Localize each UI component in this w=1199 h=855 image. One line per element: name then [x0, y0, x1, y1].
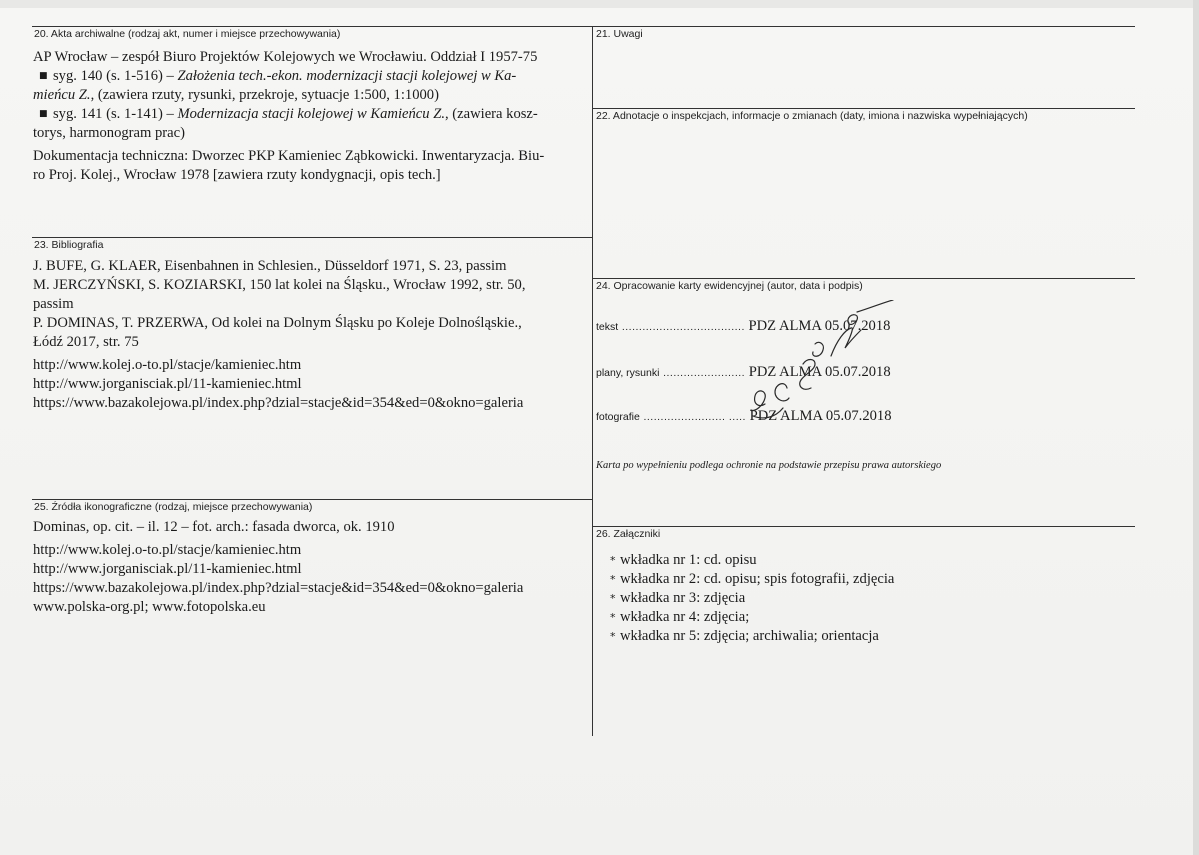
attachment-label: wkładka nr 1: cd. opisu [620, 552, 757, 568]
section-20-content [33, 48, 588, 185]
archive-item-2-cont: torys, harmonogram prac) [33, 125, 185, 141]
center-divider [592, 26, 593, 736]
asterisk-bullet-icon: * [610, 554, 616, 567]
scan-edge-top [0, 0, 1199, 8]
rule-22-24 [592, 278, 1135, 279]
biblio-line: P. DOMINAS, T. PRZERWA, Od kolei na Dolnym Śląsku po Koleje Dolnośląskie., [33, 315, 522, 331]
archive-item-2 [33, 105, 588, 124]
archive-item-1 [33, 67, 588, 86]
top-rule [32, 26, 1135, 27]
section-24-label: 24. Opracowanie karty ewidencyjnej (autor, data i podpis) [596, 280, 863, 292]
icono-link: http://www.kolej.o-to.pl/stacje/kamieniec.htm [33, 542, 302, 558]
biblio-line: M. JERCZYŃSKI, S. KOZIARSKI, 150 lat kolei na Śląsku., Wrocław 1992, str. 50, [33, 277, 526, 293]
attachment-label: wkładka nr 4: zdjęcia; [620, 609, 750, 625]
scan-edge-right [1193, 0, 1199, 855]
asterisk-bullet-icon: * [610, 592, 616, 605]
biblio-line: Łódź 2017, str. 75 [33, 334, 139, 350]
author-row-key: fotografie [596, 411, 640, 423]
author-row-dots: ........................ ..... [643, 411, 746, 423]
biblio-line: passim [33, 296, 74, 312]
archive-item-1-desc: , (zawiera rzuty, rysunki, przekroje, sytuacje 1:500, 1:1000) [90, 87, 439, 103]
author-row-value: PDZ ALMA 05.07.2018 [749, 408, 892, 424]
asterisk-bullet-icon: * [610, 573, 616, 586]
attachment-label: wkładka nr 3: zdjęcia [620, 590, 746, 606]
section-26-label: 26. Załączniki [596, 528, 661, 540]
bullet-square-icon: ■ [39, 109, 48, 119]
biblio-line: J. BUFE, G. KLAER, Eisenbahnen in Schlesien., Düsseldorf 1971, S. 23, passim [33, 258, 507, 274]
section-20-label: 20. Akta archiwalne (rodzaj akt, numer i miejsce przechowywania) [34, 28, 341, 40]
archive-item-2-desc: , (zawiera kosz- [444, 106, 538, 122]
attachment-label: wkładka nr 5: zdjęcia; archiwalia; orientacja [620, 628, 879, 644]
author-row-value: PDZ ALMA 05.07.2018 [748, 318, 891, 334]
section-22-label: 22. Adnotacje o inspekcjach, informacje o zmianach (daty, imiona i nazwiska wypełniających) [596, 110, 1028, 122]
tech-doc-line-1: Dokumentacja techniczna: Dworzec PKP Kamieniec Ząbkowicki. Inwentaryzacja. Biu- [33, 148, 545, 164]
rule-24-26 [592, 526, 1135, 527]
archive-item-1-sig: syg. 140 (s. 1-516) – [53, 68, 178, 84]
attachment-item [600, 551, 1130, 570]
archive-item-2-sig: syg. 141 (s. 1-141) – [53, 106, 178, 122]
icono-link: www.polska-org.pl; www.fotopolska.eu [33, 599, 266, 615]
author-row-dots: ........................ [663, 367, 746, 379]
author-row-key: tekst [596, 321, 619, 333]
attachment-item [600, 608, 1130, 627]
archive-item-1-title: Założenia tech.-ekon. modernizacji stacji kolejowej w Ka- [177, 68, 517, 84]
rule-20-23 [32, 237, 592, 238]
icono-link: http://www.jorganisciak.pl/11-kamieniec.html [33, 561, 302, 577]
section-25-label: 25. Źródła ikonograficzne (rodzaj, miejsce przechowywania) [34, 501, 313, 513]
handwritten-signature-icon [745, 300, 895, 430]
attachment-item [600, 627, 1130, 646]
biblio-link: http://www.kolej.o-to.pl/stacje/kamieniec.htm [33, 357, 302, 373]
author-row-dots: .................................... [621, 321, 745, 333]
tech-doc-line-2: ro Proj. Kolej., Wrocław 1978 [zawiera rzuty kondygnacji, opis tech.] [33, 167, 441, 183]
biblio-link: http://www.jorganisciak.pl/11-kamieniec.html [33, 376, 302, 392]
asterisk-bullet-icon: * [610, 611, 616, 624]
biblio-link: https://www.bazakolejowa.pl/index.php?dzial=stacje&id=354&ed=0&okno=galeria [33, 395, 524, 411]
asterisk-bullet-icon: * [610, 630, 616, 643]
archive-item-2-title: Modernizacja stacji kolejowej w Kamieńcu Z. [177, 106, 445, 122]
archive-item-1-cont [33, 86, 588, 105]
attachment-item [600, 589, 1130, 608]
section-21-label: 21. Uwagi [596, 28, 643, 40]
attachment-item [600, 570, 1130, 589]
section-23-content [33, 257, 588, 413]
rule-21-22 [592, 108, 1135, 109]
attachment-label: wkładka nr 2: cd. opisu; spis fotografii, zdjęcia [620, 571, 895, 587]
author-row-value: PDZ ALMA 05.07.2018 [748, 364, 891, 380]
copyright-note: Karta po wypełnieniu podlega ochronie na podstawie przepisu prawa autorskiego [596, 460, 942, 471]
archive-line: AP Wrocław – zespół Biuro Projektów Kolejowych we Wrocławiu. Oddział I 1957-75 [33, 49, 538, 65]
icono-link: https://www.bazakolejowa.pl/index.php?dzial=stacje&id=354&ed=0&okno=galeria [33, 580, 524, 596]
author-row-key: plany, rysunki [596, 367, 660, 379]
icono-line: Dominas, op. cit. – il. 12 – fot. arch.: fasada dworca, ok. 1910 [33, 519, 395, 535]
bullet-square-icon: ■ [39, 71, 48, 81]
section-26-content [600, 551, 1130, 646]
section-23-label: 23. Bibliografia [34, 239, 104, 251]
section-25-content [33, 518, 588, 617]
rule-23-25 [32, 499, 592, 500]
archive-item-1-title-cont: mieńcu Z. [33, 87, 91, 103]
